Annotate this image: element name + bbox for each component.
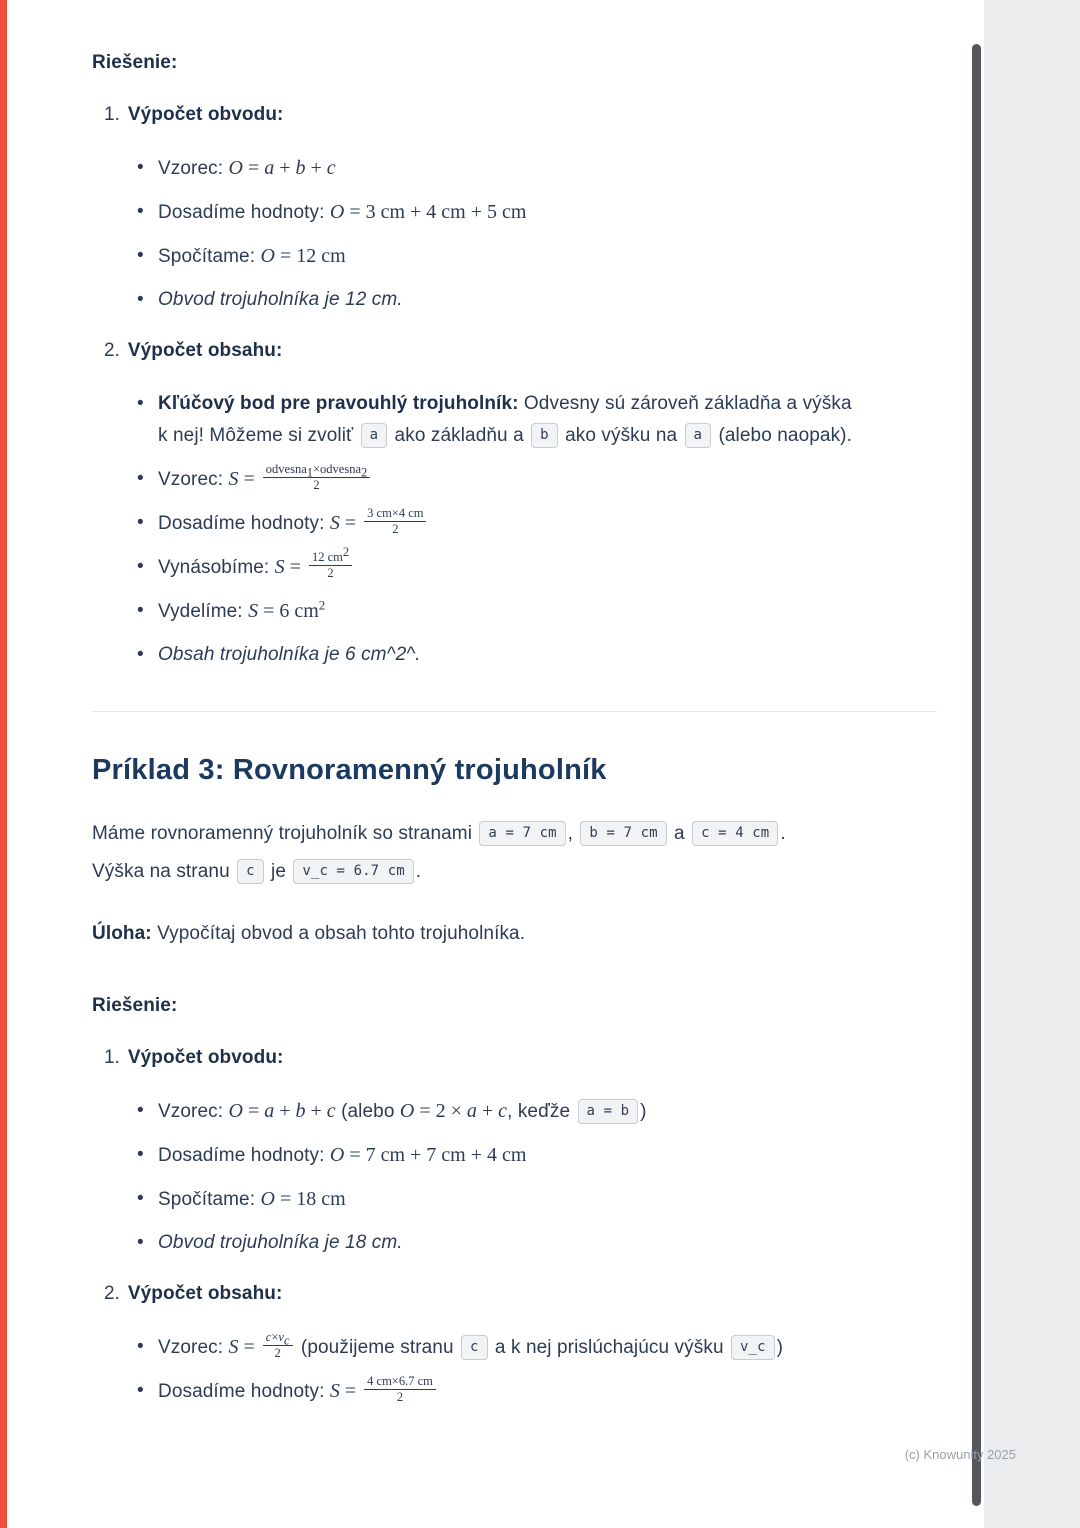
math-text: × — [271, 1329, 279, 1344]
fraction-denominator — [309, 566, 352, 581]
math-variable: S — [329, 1380, 340, 1402]
numbered-item-title — [104, 1047, 937, 1069]
math-text: = — [339, 1380, 362, 1402]
text-span: a — [668, 823, 691, 844]
item-number: 2. — [104, 1283, 120, 1304]
text-span: a k nej prislúchajúcu výšku — [489, 1337, 730, 1358]
bullet-item — [137, 1095, 858, 1128]
fraction-denominator — [263, 478, 370, 493]
bullet-item — [137, 196, 858, 229]
math-text: 2 — [396, 1390, 404, 1405]
inline-code-chip: c — [461, 1335, 488, 1360]
section-label: Riešenie: — [92, 52, 178, 73]
math-text: = — [242, 157, 265, 179]
inline-code-chip: a — [361, 423, 388, 448]
text-span: Máme rovnoramenný trojuholník so stranami — [92, 823, 478, 844]
text-span: Dosadíme hodnoty: — [158, 513, 330, 534]
math-subscript: 1 — [306, 465, 313, 480]
math-text: = — [238, 1336, 260, 1358]
bullet-item — [137, 507, 858, 540]
bullet-item — [137, 240, 858, 273]
numbered-item — [104, 104, 937, 316]
bullet-item — [137, 284, 858, 316]
text-span: Dosadíme hodnoty: — [158, 1145, 330, 1166]
text-span: Spočítame: — [158, 246, 261, 267]
math-text: + — [476, 1100, 499, 1122]
bullet-item — [137, 152, 858, 185]
math-variable: c — [326, 157, 336, 179]
inline-code-chip: c = 4 cm — [692, 821, 778, 846]
bullet-item — [137, 544, 858, 584]
text-span: (alebo — [335, 1101, 400, 1122]
fraction-numerator — [364, 507, 426, 523]
math-text: 3 cm×4 cm — [367, 505, 424, 520]
bullet-list — [137, 152, 937, 316]
math-text: = 3 cm + 4 cm + 5 cm — [344, 201, 527, 223]
math-variable: O — [260, 1188, 275, 1210]
math-text: + — [305, 157, 327, 179]
math-superscript: 2 — [342, 544, 350, 559]
text-span: Dosadíme hodnoty: — [158, 202, 330, 223]
text-span: Vzorec: — [158, 1337, 229, 1358]
paragraph — [92, 915, 817, 953]
math-variable: b — [295, 157, 306, 179]
bullet-item — [137, 595, 858, 628]
fraction-denominator — [263, 1346, 293, 1361]
bullet-item — [137, 388, 858, 452]
bold-text: Úloha: — [92, 923, 152, 944]
fraction-denominator — [364, 1390, 436, 1405]
inline-code-chip: b — [531, 423, 558, 448]
math-text: = — [339, 512, 362, 534]
bold-text: Kľúčový bod pre pravouhlý trojuholník: — [158, 393, 519, 414]
math-text: = 6 cm — [258, 600, 319, 622]
math-variable: O — [329, 201, 345, 223]
item-number: 1. — [104, 104, 120, 125]
math-fraction — [364, 1375, 436, 1406]
math-text: = — [242, 1100, 265, 1122]
math-text: = 12 cm — [274, 245, 346, 267]
math-variable: O — [228, 1100, 243, 1122]
math-variable: O — [228, 157, 243, 179]
text-span: . — [415, 861, 422, 882]
text-span: Vydelíme: — [158, 601, 249, 622]
bullet-list — [137, 1095, 937, 1259]
example-heading: Príklad 3: Rovnoramenný trojuholník — [92, 754, 607, 786]
math-variable: O — [329, 1144, 345, 1166]
text-span: Vzorec: — [158, 469, 229, 490]
bullet-list — [137, 388, 937, 671]
watermark: (c) Knowunity 2025 — [904, 1447, 1016, 1462]
document-content — [92, 0, 937, 1432]
text-span: ) — [776, 1337, 784, 1358]
text-span: , keďže — [507, 1101, 576, 1122]
bullet-list — [137, 1331, 937, 1408]
math-variable: S — [228, 468, 239, 490]
inline-code-chip: v_c — [731, 1335, 775, 1360]
bullet-item — [137, 463, 858, 496]
numbered-item-title — [104, 340, 937, 362]
math-variable: a — [466, 1100, 477, 1122]
item-number: 2. — [104, 340, 120, 361]
item-title-text: Výpočet obvodu: — [127, 1047, 284, 1068]
divider — [92, 711, 937, 712]
text-span: (alebo naopak). — [713, 425, 852, 446]
text-span: Vzorec: — [158, 158, 229, 179]
math-fraction — [263, 1331, 293, 1362]
fraction-numerator — [263, 1331, 293, 1347]
math-text: = 18 cm — [274, 1188, 346, 1210]
math-variable: c — [498, 1100, 508, 1122]
inline-code-chip: c — [237, 859, 264, 884]
math-variable: c — [265, 1329, 272, 1344]
fraction-numerator — [263, 463, 370, 479]
numbered-item — [104, 1283, 937, 1408]
scrollbar-thumb[interactable] — [972, 44, 981, 1506]
math-variable: a — [264, 1100, 275, 1122]
math-text: 2 — [313, 478, 320, 493]
item-number: 1. — [104, 1047, 120, 1068]
math-superscript: 2 — [318, 597, 326, 613]
math-subscript: 2 — [361, 465, 368, 480]
text-span: je — [265, 861, 292, 882]
italic-text: Obsah trojuholníka je 6 cm^2^. — [158, 644, 421, 665]
math-text: 4 cm×6.7 cm — [367, 1373, 433, 1388]
fraction-denominator — [364, 522, 426, 537]
math-variable: S — [248, 600, 259, 622]
numbered-item-title — [104, 104, 937, 126]
math-text: + — [274, 157, 296, 179]
math-text: 2 — [274, 1346, 281, 1361]
text-span: Vypočítaj obvod a obsah tohto trojuholníka. — [151, 923, 526, 944]
text-span: Vzorec: — [158, 1101, 229, 1122]
math-variable: O — [260, 245, 275, 267]
math-text: 2 — [392, 522, 399, 537]
math-subscript: c — [283, 1333, 290, 1348]
paragraph — [92, 815, 817, 891]
math-variable: O — [399, 1100, 415, 1122]
page-edge-accent — [0, 0, 7, 1528]
inline-code-chip: b = 7 cm — [580, 821, 666, 846]
text-span: ako základňu a — [389, 425, 530, 446]
bullet-item — [137, 1139, 858, 1172]
math-text: 2 — [327, 566, 334, 581]
math-variable: v — [278, 1329, 284, 1344]
math-variable: S — [228, 1336, 239, 1358]
numbered-item — [104, 340, 937, 671]
math-variable: S — [329, 512, 340, 534]
text-span: Dosadíme hodnoty: — [158, 1381, 330, 1402]
math-variable: c — [326, 1100, 336, 1122]
math-text: + — [305, 1100, 327, 1122]
bullet-item — [137, 1331, 858, 1364]
text-span: ako výšku na — [559, 425, 683, 446]
inline-code-chip: a — [685, 423, 712, 448]
section-label: Riešenie: — [92, 995, 178, 1016]
text-span: Vynásobíme: — [158, 557, 275, 578]
numbered-item-title — [104, 1283, 937, 1305]
numbered-item — [104, 1047, 937, 1259]
text-span: ) — [640, 1101, 647, 1122]
math-variable: S — [274, 556, 285, 578]
math-text: = — [284, 556, 306, 578]
math-fraction — [364, 507, 426, 538]
text-span: Odvesny sú zároveň základňa a výška k nej! Môžeme si zvoliť — [158, 393, 852, 446]
math-text: = 7 cm + 7 cm + 4 cm — [344, 1144, 527, 1166]
bullet-item — [137, 1183, 858, 1216]
item-title-text: Výpočet obsahu: — [127, 1283, 283, 1304]
math-fraction — [263, 463, 370, 494]
text-span: Spočítame: — [158, 1189, 261, 1210]
italic-text: Obvod trojuholníka je 12 cm. — [158, 289, 403, 310]
math-variable: b — [295, 1100, 306, 1122]
fraction-numerator — [364, 1375, 436, 1391]
bullet-item — [137, 639, 858, 671]
bullet-item — [137, 1375, 858, 1408]
fraction-numerator — [309, 544, 352, 567]
item-title-text: Výpočet obvodu: — [127, 104, 284, 125]
math-fraction — [309, 544, 352, 582]
math-text: 12 cm — [311, 549, 343, 564]
math-text: + — [274, 1100, 296, 1122]
inline-code-chip: v_c = 6.7 cm — [293, 859, 413, 884]
text-span: . Výška na stranu — [92, 823, 786, 882]
inline-code-chip: a = 7 cm — [479, 821, 565, 846]
inline-code-chip: a = b — [578, 1099, 639, 1124]
italic-text: Obvod trojuholníka je 18 cm. — [158, 1232, 403, 1253]
math-text: ×odvesna — [313, 461, 362, 476]
text-span: , — [567, 823, 579, 844]
side-panel — [984, 0, 1080, 1528]
math-variable: a — [264, 157, 275, 179]
item-title-text: Výpočet obsahu: — [127, 340, 283, 361]
math-text: odvesna — [265, 461, 307, 476]
math-text: = 2 × — [414, 1100, 467, 1122]
math-text: = — [238, 468, 260, 490]
text-span: (použijeme stranu — [295, 1337, 460, 1358]
bullet-item — [137, 1227, 858, 1259]
